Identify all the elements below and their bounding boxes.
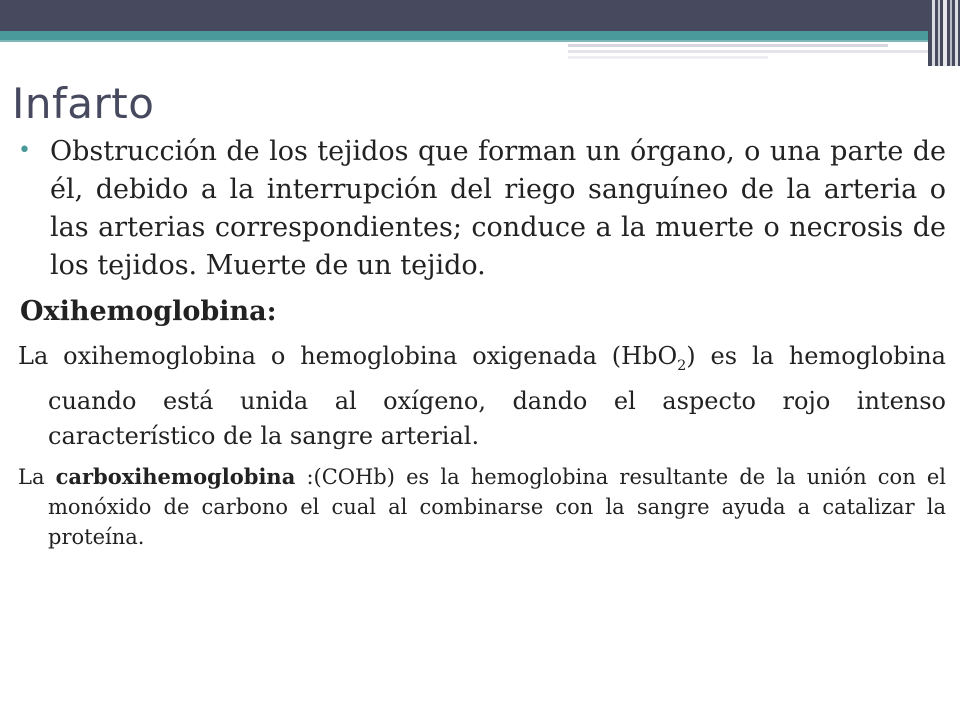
header-decorative-lines <box>0 40 960 66</box>
carboxi-text: :(COHb) es la hemoglobina resultante de la unión con el monóxido de carbono el cual al combinarse con la sangre ayuda a catalizar la proteína. <box>48 464 946 549</box>
bullet-icon: • <box>18 138 31 163</box>
carboxihemoglobina-definition <box>18 462 946 552</box>
oxi-text-start: La oxihemoglobina o hemoglobina oxigenada (HbO <box>18 342 678 370</box>
header-dark-band <box>0 0 960 31</box>
oxihemoglobina-heading: Oxihemoglobina: <box>20 296 277 327</box>
infarto-definition <box>18 132 946 285</box>
infarto-definition-text: Obstrucción de los tejidos que forman un órgano, o una parte de él, debido a la interrupción del riego sanguíneo de la arteria o las arterias correspondientes; conduce a la muerte o necrosis de los tejidos. Muerte de un tejido. <box>50 136 946 281</box>
oxihemoglobina-definition <box>18 339 946 454</box>
carboxi-term: carboxihemoglobina <box>55 463 296 489</box>
slide-content <box>18 132 946 552</box>
slide-title: Infarto <box>12 79 155 128</box>
carboxi-prefix: La <box>18 464 56 489</box>
oxi-subscript: 2 <box>677 357 687 374</box>
header-vertical-bars <box>928 0 960 66</box>
oxi-text-end: ) es la hemoglobina cuando está unida al oxígeno, dando el aspecto rojo intenso característico de la sangre arterial. <box>48 342 946 450</box>
header-teal-band <box>0 31 960 40</box>
